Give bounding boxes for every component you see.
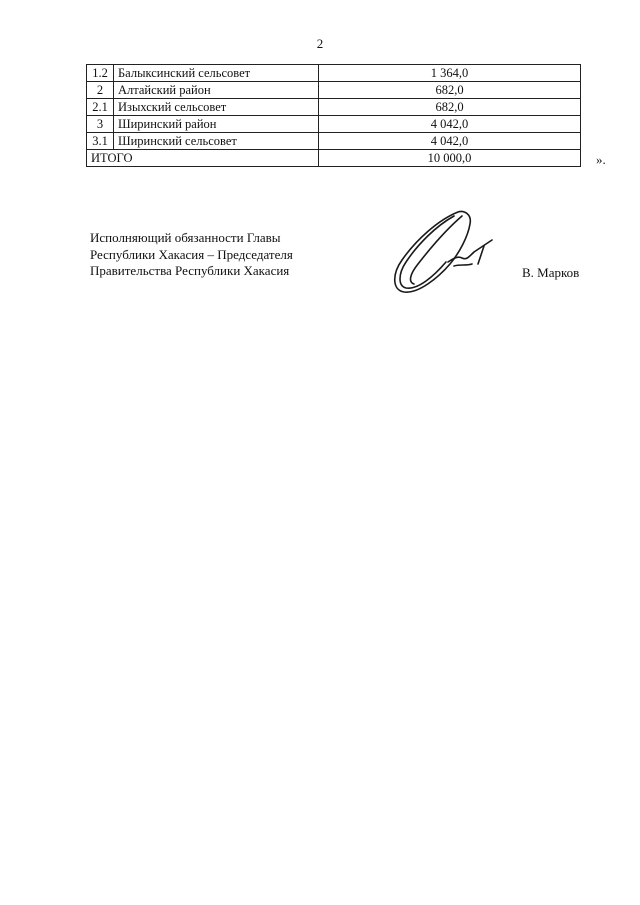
allocation-table-container xyxy=(86,64,581,167)
table-row xyxy=(87,133,581,150)
signature-icon xyxy=(388,206,508,298)
signer-name: В. Марков xyxy=(522,265,580,280)
cell-num: 2 xyxy=(87,82,114,99)
cell-num: 1.2 xyxy=(87,65,114,82)
handwritten-signature xyxy=(388,206,508,303)
closing-quote-mark: ». xyxy=(596,152,606,167)
table-body xyxy=(87,65,581,167)
total-value: 10 000,0 xyxy=(319,150,581,167)
cell-value: 4 042,0 xyxy=(319,116,581,133)
table-row xyxy=(87,82,581,99)
table-row xyxy=(87,65,581,82)
table-total-row xyxy=(87,150,581,167)
cell-value: 682,0 xyxy=(319,99,581,116)
signatory-title-line: Правительства Республики Хакасия xyxy=(90,263,290,278)
signatory-title xyxy=(90,230,293,280)
cell-num: 3 xyxy=(87,116,114,133)
signatory-title-line: Республики Хакасия – Председателя xyxy=(90,246,293,262)
cell-value: 4 042,0 xyxy=(319,133,581,150)
page-number: 2 xyxy=(316,36,324,51)
cell-value: 1 364,0 xyxy=(319,65,581,82)
table-row xyxy=(87,99,581,116)
cell-num: 2.1 xyxy=(87,99,114,116)
allocation-table xyxy=(86,64,581,167)
table-row xyxy=(87,116,581,133)
cell-name: Изыхский сельсовет xyxy=(114,99,319,116)
cell-name: Алтайский район xyxy=(114,82,319,99)
cell-num: 3.1 xyxy=(87,133,114,150)
cell-value: 682,0 xyxy=(319,82,581,99)
total-label: ИТОГО xyxy=(87,150,319,167)
cell-name: Ширинский сельсовет xyxy=(114,133,319,150)
signatory-title-line: Исполняющий обязанности Главы xyxy=(90,230,281,245)
cell-name: Балыксинский сельсовет xyxy=(114,65,319,82)
cell-name: Ширинский район xyxy=(114,116,319,133)
